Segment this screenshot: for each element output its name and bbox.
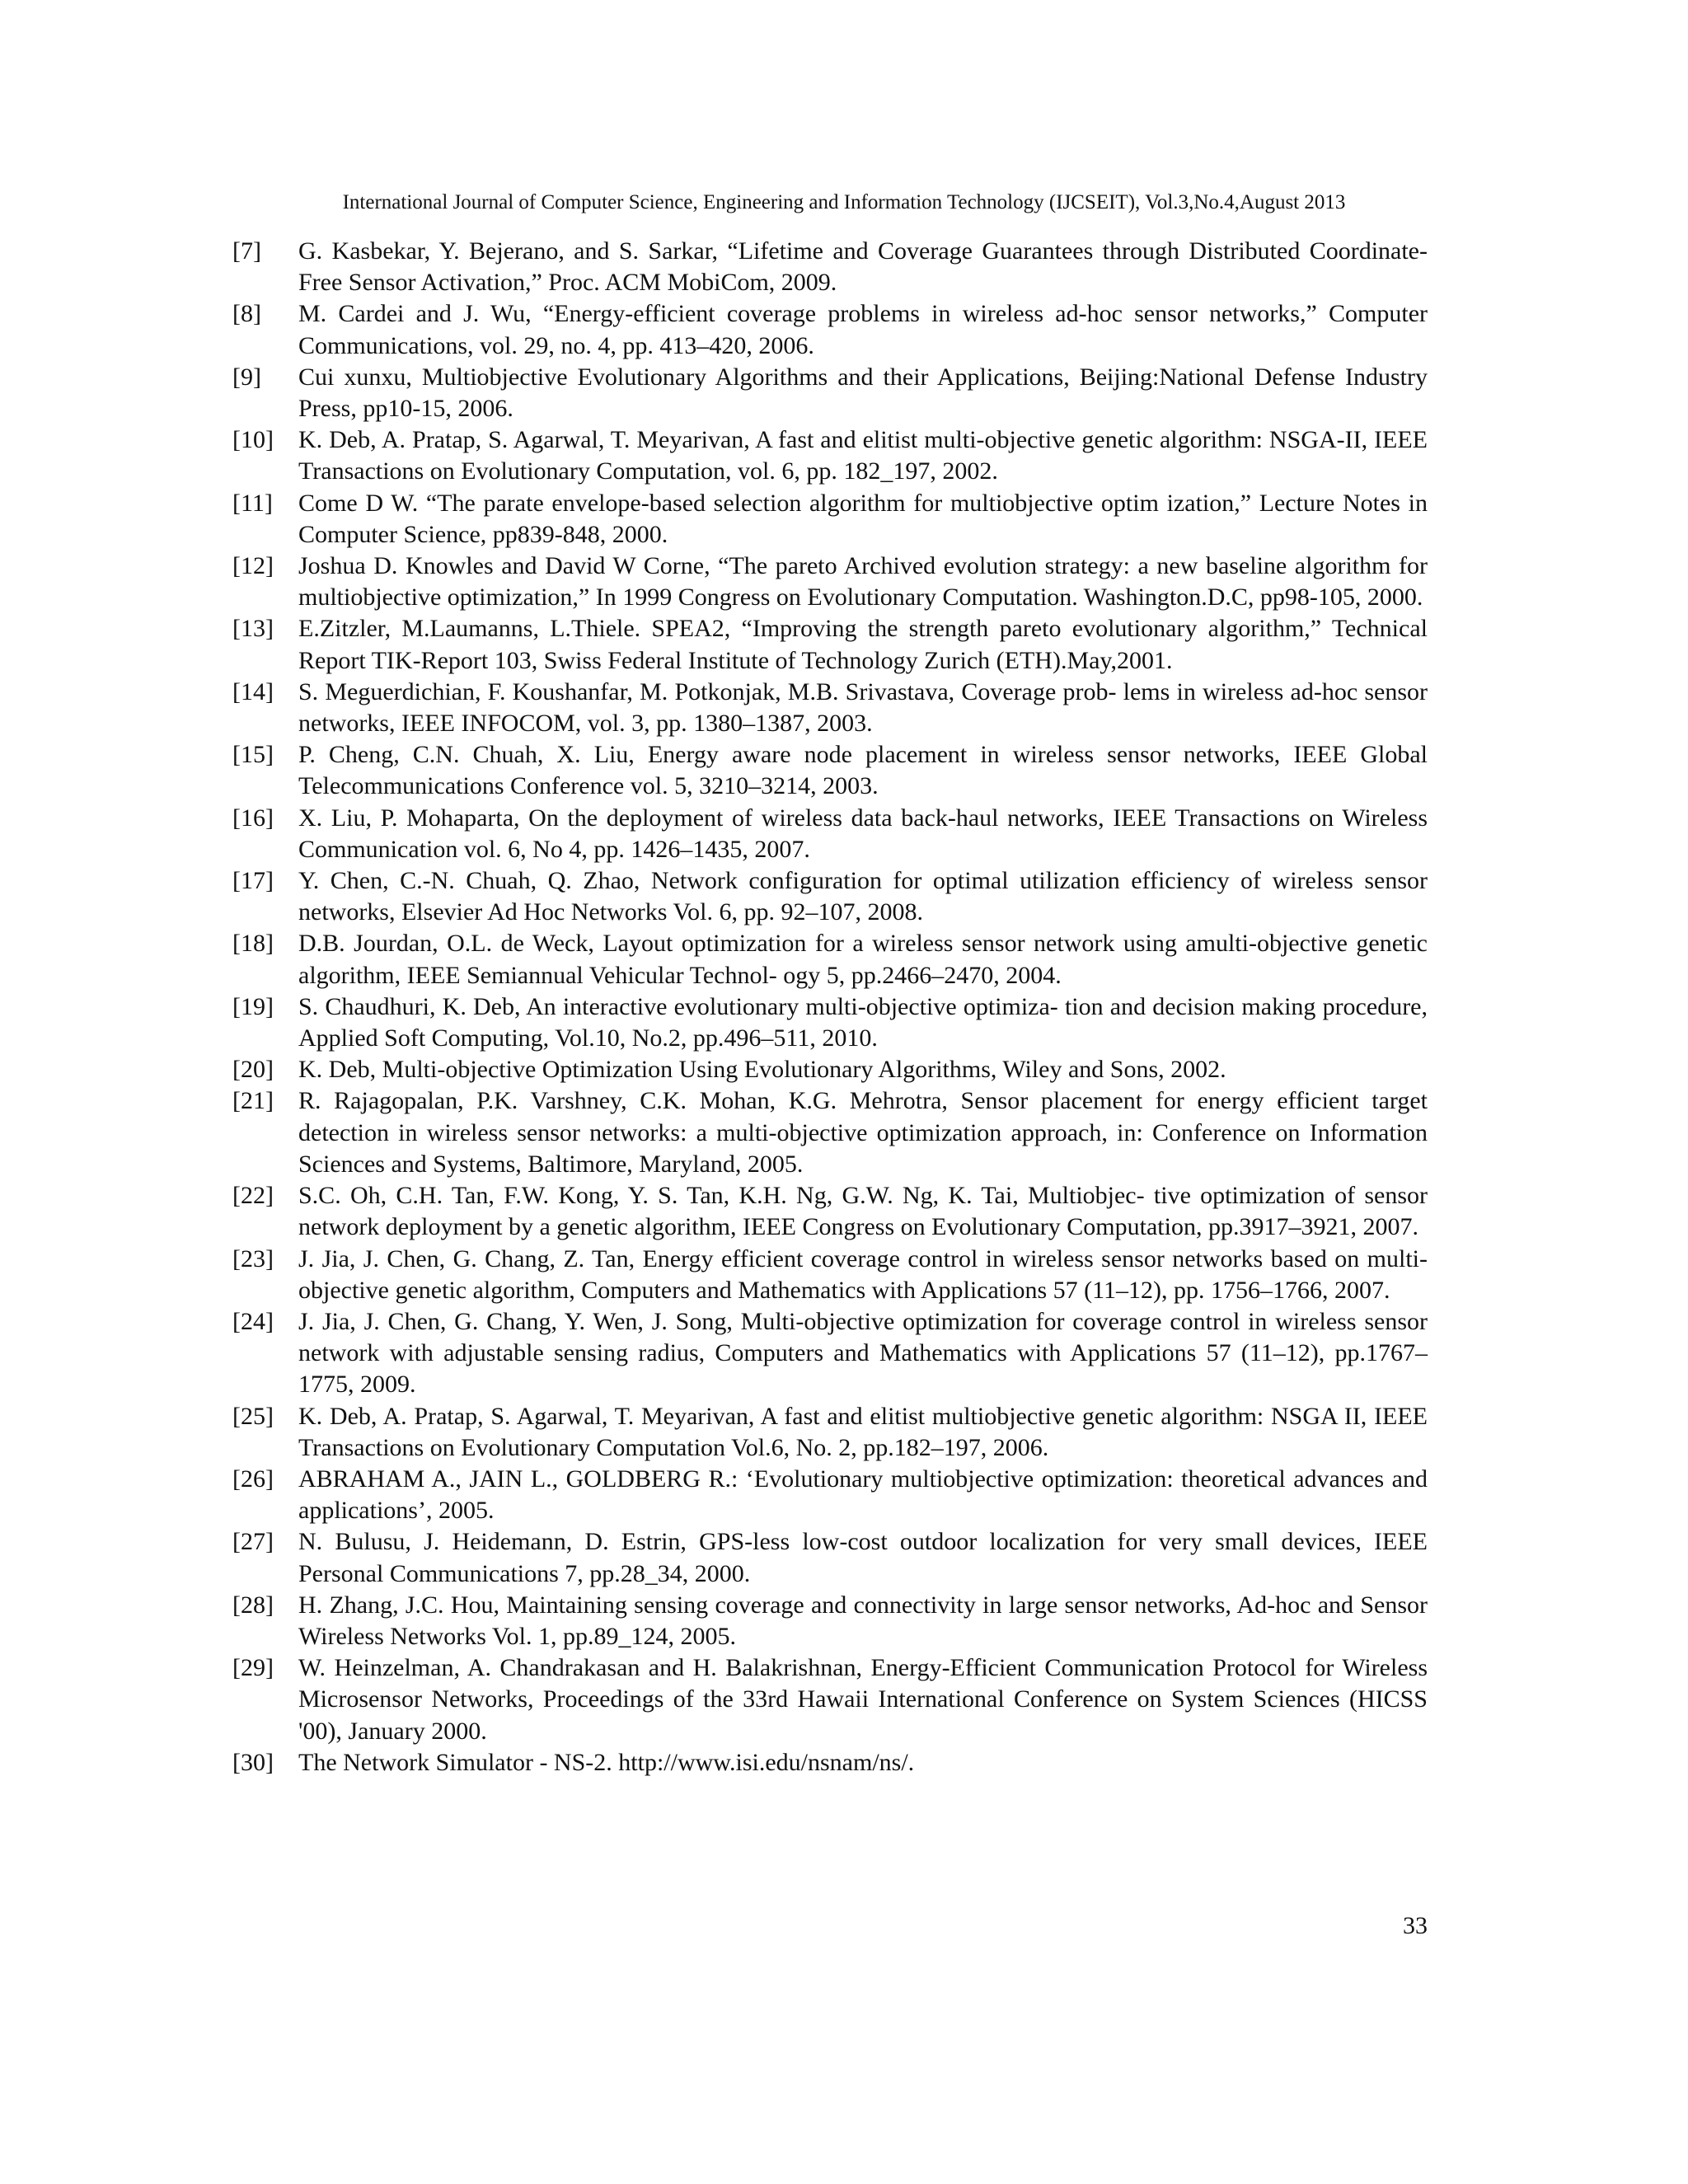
reference-number: [26] [232, 1465, 274, 1493]
reference-item [232, 1180, 1428, 1243]
reference-text: J. Jia, J. Chen, G. Chang, Y. Wen, J. Song, Multi-objective optimization for coverage control in wireless sensor network with adjustable sensing radius, Computers and Mathematics with Applications 57 (11–12), pp.1767–1775, 2009. [298, 1307, 1428, 1399]
running-header: International Journal of Computer Science, Engineering and Information Technology (IJCSEIT), Vol.3,No.4,August 2013 [342, 191, 1346, 213]
reference-item [232, 236, 1428, 298]
reference-text: Come D W. “The parate envelope-based selection algorithm for multiobjective optim ization,” Lecture Notes in Computer Science, pp839-848, 2000. [298, 489, 1428, 548]
reference-number: [22] [232, 1182, 274, 1210]
reference-text: W. Heinzelman, A. Chandrakasan and H. Balakrishnan, Energy-Efficient Communication Protocol for Wireless Microsensor Networks, Proceedings of the 33rd Hawaii International Conference on System Sciences (HICSS '00), January 2000. [298, 1654, 1428, 1745]
reference-item [232, 424, 1428, 487]
reference-text: X. Liu, P. Mohaparta, On the deployment of wireless data back-haul networks, IEEE Transactions on Wireless Communication vol. 6, No 4, pp. 1426–1435, 2007. [298, 804, 1428, 863]
reference-item [232, 613, 1428, 676]
reference-item [232, 298, 1428, 361]
reference-number: [23] [232, 1244, 274, 1272]
reference-item [232, 677, 1428, 739]
reference-item [232, 865, 1428, 928]
reference-text: G. Kasbekar, Y. Bejerano, and S. Sarkar, “Lifetime and Coverage Guarantees through Distributed Coordinate-Free Sensor Activation,” Proc. ACM MobiCom, 2009. [298, 237, 1428, 297]
reference-item [232, 1401, 1428, 1464]
reference-item [232, 739, 1428, 802]
reference-number: [15] [232, 741, 274, 769]
reference-number: [12] [232, 552, 274, 580]
reference-text: N. Bulusu, J. Heidemann, D. Estrin, GPS-less low-cost outdoor localization for very small devices, IEEE Personal Communications 7, pp.28_34, 2000. [298, 1528, 1428, 1587]
reference-item [232, 928, 1428, 991]
reference-text: E.Zitzler, M.Laumanns, L.Thiele. SPEA2, “Improving the strength pareto evolutionary algorithm,” Technical Report TIK-Report 103, Swiss Federal Institute of Technology Zurich (ETH).May,2001. [298, 615, 1428, 674]
reference-item [232, 551, 1428, 613]
reference-number: [13] [232, 615, 274, 643]
page-number: 33 [1403, 1912, 1428, 1939]
reference-item [232, 1464, 1428, 1526]
reference-text: The Network Simulator - NS-2. http://www.isi.edu/nsnam/ns/. [298, 1748, 915, 1776]
reference-text: S.C. Oh, C.H. Tan, F.W. Kong, Y. S. Tan, K.H. Ng, G.W. Ng, K. Tai, Multiobjec- tive optimization of sensor network deployment by a genetic algorithm, IEEE Congress on Evolutionary Computation, pp.3917–3921, 2007. [298, 1182, 1428, 1241]
reference-item [232, 1747, 1428, 1779]
reference-text: K. Deb, A. Pratap, S. Agarwal, T. Meyarivan, A fast and elitist multiobjective genetic algorithm: NSGA II, IEEE Transactions on Evolutionary Computation Vol.6, No. 2, pp.182–197, 2006. [298, 1402, 1428, 1461]
reference-number: [17] [232, 867, 274, 895]
reference-item [232, 1244, 1428, 1306]
reference-item [232, 1085, 1428, 1180]
reference-text: M. Cardei and J. Wu, “Energy-efficient coverage problems in wireless ad-hoc sensor networks,” Computer Communications, vol. 29, no. 4, pp. 413–420, 2006. [298, 300, 1428, 359]
reference-number: [18] [232, 930, 274, 958]
reference-number: [28] [232, 1591, 274, 1619]
reference-text: Cui xunxu, Multiobjective Evolutionary Algorithms and their Applications, Beijing:National Defense Industry Press, pp10-15, 2006. [298, 363, 1428, 423]
reference-text: D.B. Jourdan, O.L. de Weck, Layout optimization for a wireless sensor network using amulti-objective genetic algorithm, IEEE Semiannual Vehicular Technol- ogy 5, pp.2466–2470, 2004. [298, 930, 1428, 989]
reference-text: K. Deb, Multi-objective Optimization Using Evolutionary Algorithms, Wiley and Sons, 2002. [298, 1056, 1226, 1084]
reference-number: [25] [232, 1402, 274, 1430]
reference-text: Y. Chen, C.-N. Chuah, Q. Zhao, Network configuration for optimal utilization efficiency of wireless sensor networks, Elsevier Ad Hoc Networks Vol. 6, pp. 92–107, 2008. [298, 867, 1428, 926]
reference-number: [30] [232, 1748, 274, 1776]
reference-text: ABRAHAM A., JAIN L., GOLDBERG R.: ‘Evolutionary multiobjective optimization: theoretical advances and applications’, 2005. [298, 1465, 1428, 1525]
reference-item [232, 362, 1428, 424]
reference-item [232, 1590, 1428, 1652]
reference-text: Joshua D. Knowles and David W Corne, “The pareto Archived evolution strategy: a new baseline algorithm for multiobjective optimization,” In 1999 Congress on Evolutionary Computation. Washington.D.C, pp98-105, 2000. [298, 552, 1428, 612]
reference-number: [27] [232, 1528, 274, 1556]
reference-number: [16] [232, 804, 274, 832]
reference-number: [9] [232, 363, 261, 391]
reference-text: H. Zhang, J.C. Hou, Maintaining sensing coverage and connectivity in large sensor networks, Ad-hoc and Sensor Wireless Networks Vol. 1, pp.89_124, 2005. [298, 1591, 1428, 1650]
reference-number: [29] [232, 1654, 274, 1682]
reference-item [232, 991, 1428, 1054]
reference-number: [14] [232, 677, 274, 705]
reference-item [232, 1054, 1428, 1085]
reference-text: S. Meguerdichian, F. Koushanfar, M. Potkonjak, M.B. Srivastava, Coverage prob- lems in wireless ad-hoc sensor networks, IEEE INFOCOM, vol. 3, pp. 1380–1387, 2003. [298, 677, 1428, 738]
reference-number: [7] [232, 237, 261, 265]
reference-text: R. Rajagopalan, P.K. Varshney, C.K. Mohan, K.G. Mehrotra, Sensor placement for energy efficient target detection in wireless sensor networks: a multi-objective optimization approach, in: Conference on Information Sciences and Systems, Baltimore, Maryland, 2005. [298, 1087, 1428, 1178]
reference-number: [19] [232, 992, 274, 1020]
reference-number: [10] [232, 426, 274, 454]
reference-number: [11] [232, 489, 273, 517]
reference-item [232, 1652, 1428, 1747]
reference-item [232, 1306, 1428, 1401]
reference-list [232, 236, 1428, 1779]
reference-item [232, 803, 1428, 865]
reference-item [232, 488, 1428, 551]
reference-item [232, 1526, 1428, 1589]
reference-text: J. Jia, J. Chen, G. Chang, Z. Tan, Energy efficient coverage control in wireless sensor networks based on multi-objective genetic algorithm, Computers and Mathematics with Applications 57 (11–12), pp. 1756–1766, 2007. [298, 1244, 1428, 1304]
reference-text: S. Chaudhuri, K. Deb, An interactive evolutionary multi-objective optimiza- tion and decision making procedure, Applied Soft Computing, Vol.10, No.2, pp.496–511, 2010. [298, 992, 1428, 1052]
reference-number: [20] [232, 1056, 274, 1084]
reference-text: K. Deb, A. Pratap, S. Agarwal, T. Meyarivan, A fast and elitist multi-objective genetic algorithm: NSGA-II, IEEE Transactions on Evolutionary Computation, vol. 6, pp. 182_197, 2002. [298, 426, 1428, 485]
reference-number: [21] [232, 1087, 274, 1115]
reference-number: [24] [232, 1307, 274, 1335]
reference-text: P. Cheng, C.N. Chuah, X. Liu, Energy aware node placement in wireless sensor networks, IEEE Global Telecommunications Conference vol. 5, 3210–3214, 2003. [298, 741, 1428, 800]
reference-number: [8] [232, 300, 261, 328]
